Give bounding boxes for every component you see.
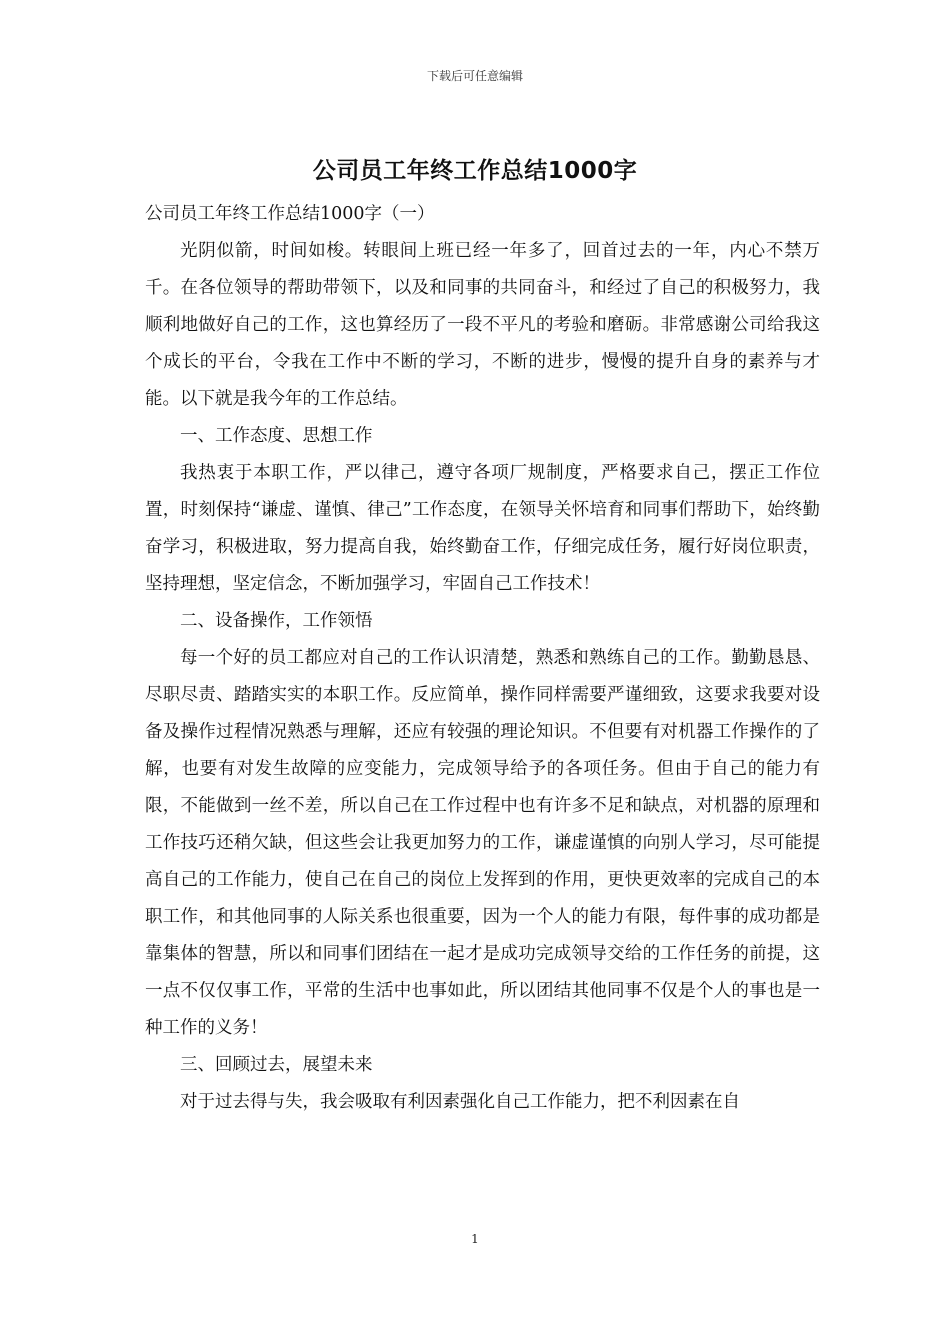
paragraph-section-1: 我热衷于本职工作，严以律己，遵守各项厂规制度，严格要求自己，摆正工作位置，时刻保持“谦虚、谨慎、律己”工作态度，在领导关怀培育和同事们帮助下，始终勤奋学习，积极进取，努力提高自我，始终勤奋工作，仔细完成任务，履行好岗位职责，坚持理想，坚定信念，不断加强学习，牢固自己工作技术！: [145, 463, 820, 594]
paragraph-intro: 光阴似箭，时间如梭。转眼间上班已经一年多了，回首过去的一年，内心不禁万千。在各位领导的帮助带领下，以及和同事的共同奋斗，和经过了自己的积极努力，我顺利地做好自己的工作，这也算经历了一段不平凡的考验和磨砺。非常感谢公司给我这个成长的平台，令我在工作中不断的学习，不断的进步，慢慢的提升自身的素养与才能。以下就是我今年的工作总结。: [145, 241, 820, 409]
section-heading-1: 一、工作态度、思想工作: [180, 426, 373, 446]
page-header-note: 下载后可任意编辑: [426, 69, 523, 83]
document-body: [145, 196, 820, 1121]
document-subtitle: 公司员工年终工作总结1000字（一）: [145, 204, 435, 224]
paragraph-section-2: 每一个好的员工都应对自己的工作认识清楚，熟悉和熟练自己的工作。勤勤恳恳、尽职尽责、踏踏实实的本职工作。反应简单，操作同样需要严谨细致，这要求我要对设备及操作过程情况熟悉与理解，还应有较强的理论知识。不但要有对机器工作操作的了解，也要有对发生故障的应变能力，完成领导给予的各项任务。但由于自己的能力有限，不能做到一丝不差，所以自己在工作过程中也有许多不足和缺点，对机器的原理和工作技巧还稍欠缺，但这些会让我更加努力的工作，谦虚谨慎的向别人学习，尽可能提高自己的工作能力，使自己在自己的岗位上发挥到的作用，更快更效率的完成自己的本职工作，和其他同事的人际关系也很重要，因为一个人的能力有限，每件事的成功都是靠集体的智慧，所以和同事们团结在一起才是成功完成领导交给的工作任务的前提，这一点不仅仅事工作，平常的生活中也事如此，所以团结其他同事不仅是个人的事也是一种工作的义务！: [145, 648, 820, 1038]
paragraph-section-3: 对于过去得与失，我会吸取有利因素强化自己工作能力，把不利因素在自: [180, 1092, 740, 1112]
document-title: 公司员工年终工作总结1000字: [312, 158, 638, 184]
section-heading-3: 三、回顾过去，展望未来: [180, 1055, 373, 1075]
section-heading-2: 二、设备操作，工作领悟: [180, 611, 373, 631]
page-number: 1: [471, 1232, 479, 1246]
